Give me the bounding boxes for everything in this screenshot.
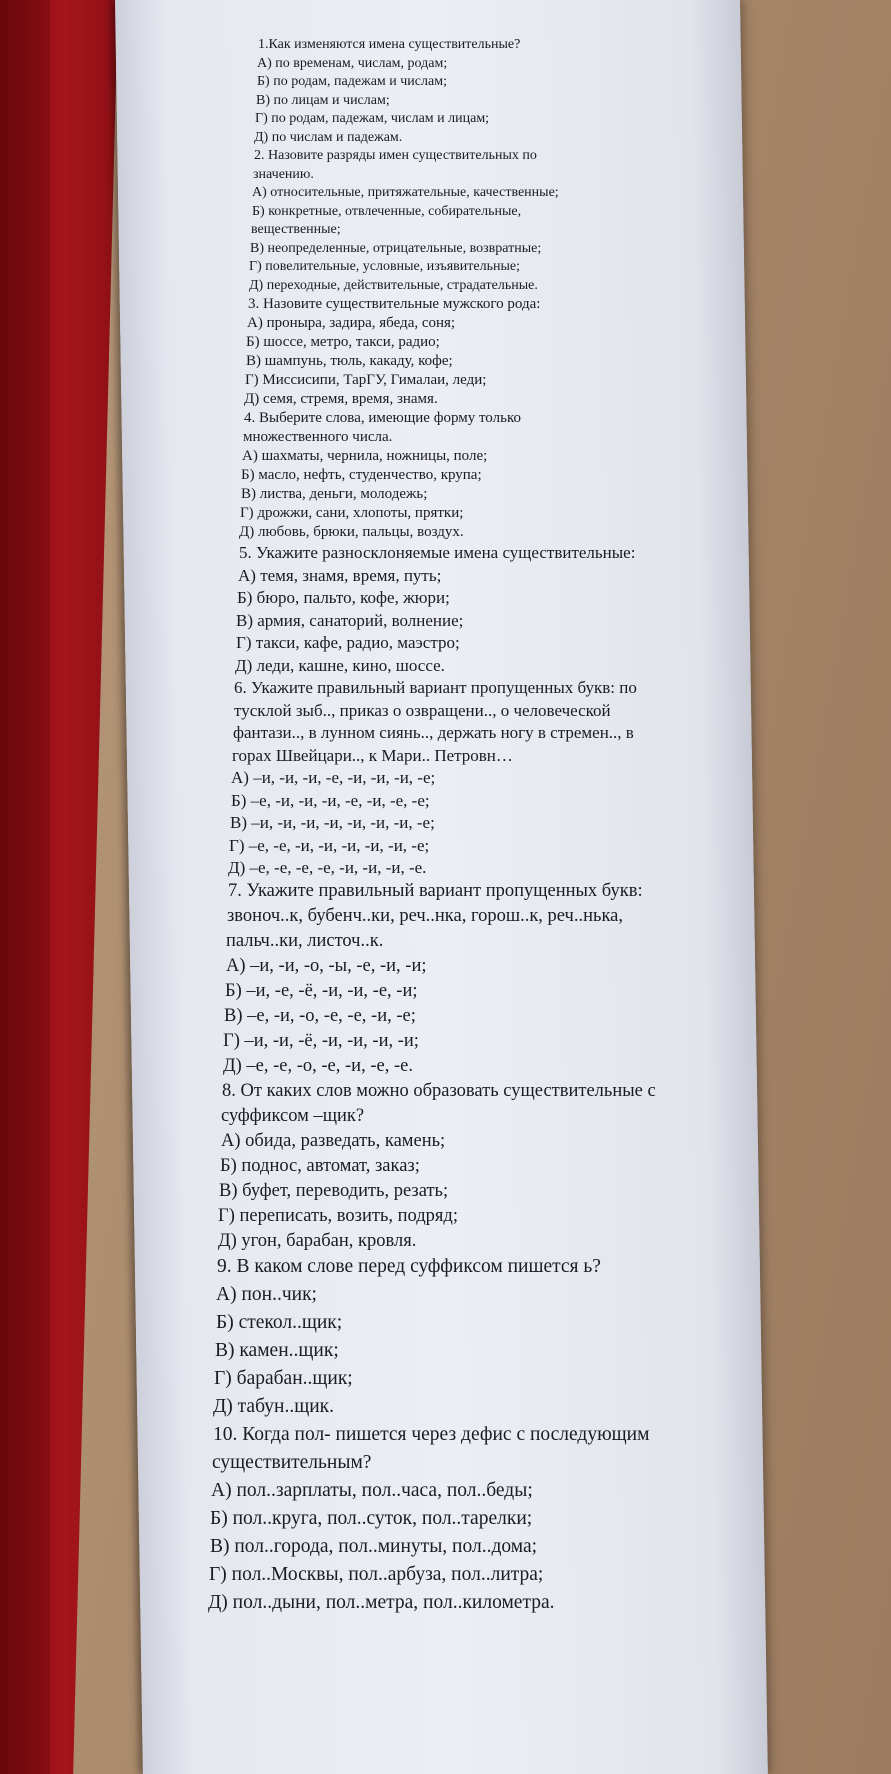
worksheet-line: 10. Когда пол- пишется через дефис с последующим: [213, 1423, 650, 1445]
worksheet-line: фантази.., в лунном сиянь.., держать ногу в стремен.., в: [233, 723, 634, 742]
worksheet-line: Б) поднос, автомат, заказ;: [220, 1155, 420, 1176]
worksheet-line: Б) конкретные, отвлеченные, собирательные,: [252, 203, 522, 219]
worksheet-line: Д) леди, кашне, кино, шоссе.: [235, 655, 445, 675]
worksheet-line: 3. Назовите существительные мужского рода:: [248, 296, 541, 312]
worksheet-line: Г) дрожжи, сани, хлопоты, прятки;: [240, 505, 464, 521]
worksheet-line: Г) такси, кафе, радио, маэстро;: [236, 633, 460, 652]
worksheet-line: 7. Укажите правильный вариант пропущенных букв:: [228, 880, 643, 901]
worksheet-line: 9. В каком слове перед суффиксом пишется ь?: [217, 1255, 601, 1277]
worksheet-line: 6. Укажите правильный вариант пропущенных букв: по: [234, 678, 637, 697]
worksheet-line: Д) по числам и падежам.: [254, 129, 403, 145]
worksheet-line: В) листва, деньги, молодежь;: [241, 486, 428, 502]
worksheet-line: А) темя, знамя, время, путь;: [238, 565, 442, 585]
worksheet-line: Д) любовь, брюки, пальцы, воздух.: [239, 524, 464, 540]
worksheet-line: Д) угон, барабан, кровля.: [218, 1230, 417, 1251]
worksheet-line: 2. Назовите разряды имен существительных по: [254, 148, 537, 163]
worksheet-line: Б) масло, нефть, студенчество, крупа;: [241, 467, 482, 483]
worksheet-line: А) пон..чик;: [216, 1283, 317, 1305]
worksheet-line: В) –и, -и, -и, -и, -и, -и, -и, -е;: [230, 813, 435, 832]
worksheet-line: Б) –е, -и, -и, -и, -е, -и, -е, -е;: [231, 790, 430, 810]
worksheet-line: В) камен..щик;: [215, 1339, 339, 1361]
worksheet-line: тусклой зыб.., приказ о озвращени.., о человеческой: [234, 700, 611, 720]
worksheet-line: А) обида, разведать, камень;: [221, 1130, 446, 1151]
worksheet-line: А) проныра, задира, ябеда, соня;: [247, 315, 456, 331]
worksheet-line: Д) –е, -е, -е, -е, -и, -и, -и, -е.: [228, 858, 427, 877]
worksheet-line: В) неопределенные, отрицательные, возвратные;: [250, 240, 542, 256]
worksheet-line: Б) стекол..щик;: [216, 1311, 343, 1333]
worksheet-line: А) –и, -и, -и, -е, -и, -и, -и, -е;: [231, 768, 436, 787]
worksheet-line: Г) Миссисипи, ТарГУ, Гималаи, леди;: [245, 372, 487, 388]
worksheet-line: суффиксом –щик?: [221, 1105, 365, 1126]
worksheet-line: звоноч..к, бубенч..ки, реч..нка, горош..к, реч..нька,: [227, 905, 623, 926]
worksheet-line: А) относительные, притяжательные, качественные;: [252, 185, 559, 200]
red-folder-edge: [0, 0, 50, 1774]
worksheet-line: множественного числа.: [243, 429, 393, 445]
worksheet-line: Д) табун..щик.: [213, 1395, 334, 1417]
worksheet-line: 8. От каких слов можно образовать существительные с: [222, 1080, 656, 1101]
worksheet-line: Г) повелительные, условные, изъявительные;: [249, 259, 520, 274]
worksheet-line: Д) –е, -е, -о, -е, -и, -е, -е.: [223, 1055, 413, 1076]
worksheet-line: В) пол..города, пол..минуты, пол..дома;: [210, 1535, 538, 1557]
worksheet-line: Д) пол..дыни, пол..метра, пол..километра.: [208, 1591, 555, 1613]
worksheet-line: Д) семя, стремя, время, знамя.: [244, 391, 438, 407]
worksheet-line: Б) бюро, пальто, кофе, жюри;: [237, 588, 450, 607]
worksheet-line: Б) пол..круга, пол..суток, пол..тарелки;: [210, 1507, 533, 1529]
worksheet-line: А) –и, -и, -о, -ы, -е, -и, -и;: [226, 955, 427, 976]
worksheet-line: Г) –е, -е, -и, -и, -и, -и, -и, -е;: [229, 835, 430, 855]
worksheet-text: [208, 37, 778, 1621]
worksheet-line: В) –е, -и, -о, -е, -е, -и, -е;: [224, 1005, 416, 1026]
worksheet-line: А) шахматы, чернила, ножницы, поле;: [242, 448, 488, 464]
worksheet-line: Г) барабан..щик;: [214, 1367, 353, 1389]
worksheet-line: А) по временам, числам, родам;: [257, 55, 448, 71]
worksheet-line: 4. Выберите слова, имеющие форму только: [244, 410, 521, 426]
worksheet-line: вещественные;: [251, 222, 341, 237]
worksheet-line: Б) шоссе, метро, такси, радио;: [246, 334, 440, 350]
worksheet-line: В) по лицам и числам;: [256, 92, 390, 108]
worksheet-line: Б) –и, -е, -ё, -и, -и, -е, -и;: [225, 980, 418, 1001]
worksheet-line: горах Швейцари.., к Мари.. Петровн…: [232, 745, 513, 765]
worksheet-line: существительным?: [212, 1451, 372, 1473]
worksheet-line: Г) –и, -и, -ё, -и, -и, -и, -и;: [223, 1030, 419, 1051]
worksheet-line: В) армия, санаторий, волнение;: [236, 610, 464, 630]
worksheet-line: Г) по родам, падежам, числам и лицам;: [255, 111, 490, 126]
worksheet-line: Б) по родам, падежам и числам;: [257, 74, 447, 89]
worksheet-line: А) пол..зарплаты, пол..часа, пол..беды;: [211, 1479, 533, 1501]
worksheet-line: В) буфет, переводить, резать;: [219, 1180, 449, 1201]
worksheet-line: 5. Укажите разносклоняемые имена существительные:: [239, 543, 636, 562]
worksheet-line: В) шампунь, тюль, какаду, кофе;: [246, 353, 453, 369]
worksheet-line: значению.: [253, 166, 314, 182]
worksheet-line: Г) переписать, возить, подряд;: [218, 1205, 458, 1226]
worksheet-line: 1.Как изменяются имена существительные?: [258, 37, 521, 52]
worksheet-line: Д) переходные, действительные, страдательные.: [249, 277, 538, 293]
worksheet-line: Г) пол..Москвы, пол..арбуза, пол..литра;: [209, 1563, 544, 1585]
worksheet-line: пальч..ки, листоч..к.: [226, 930, 384, 951]
